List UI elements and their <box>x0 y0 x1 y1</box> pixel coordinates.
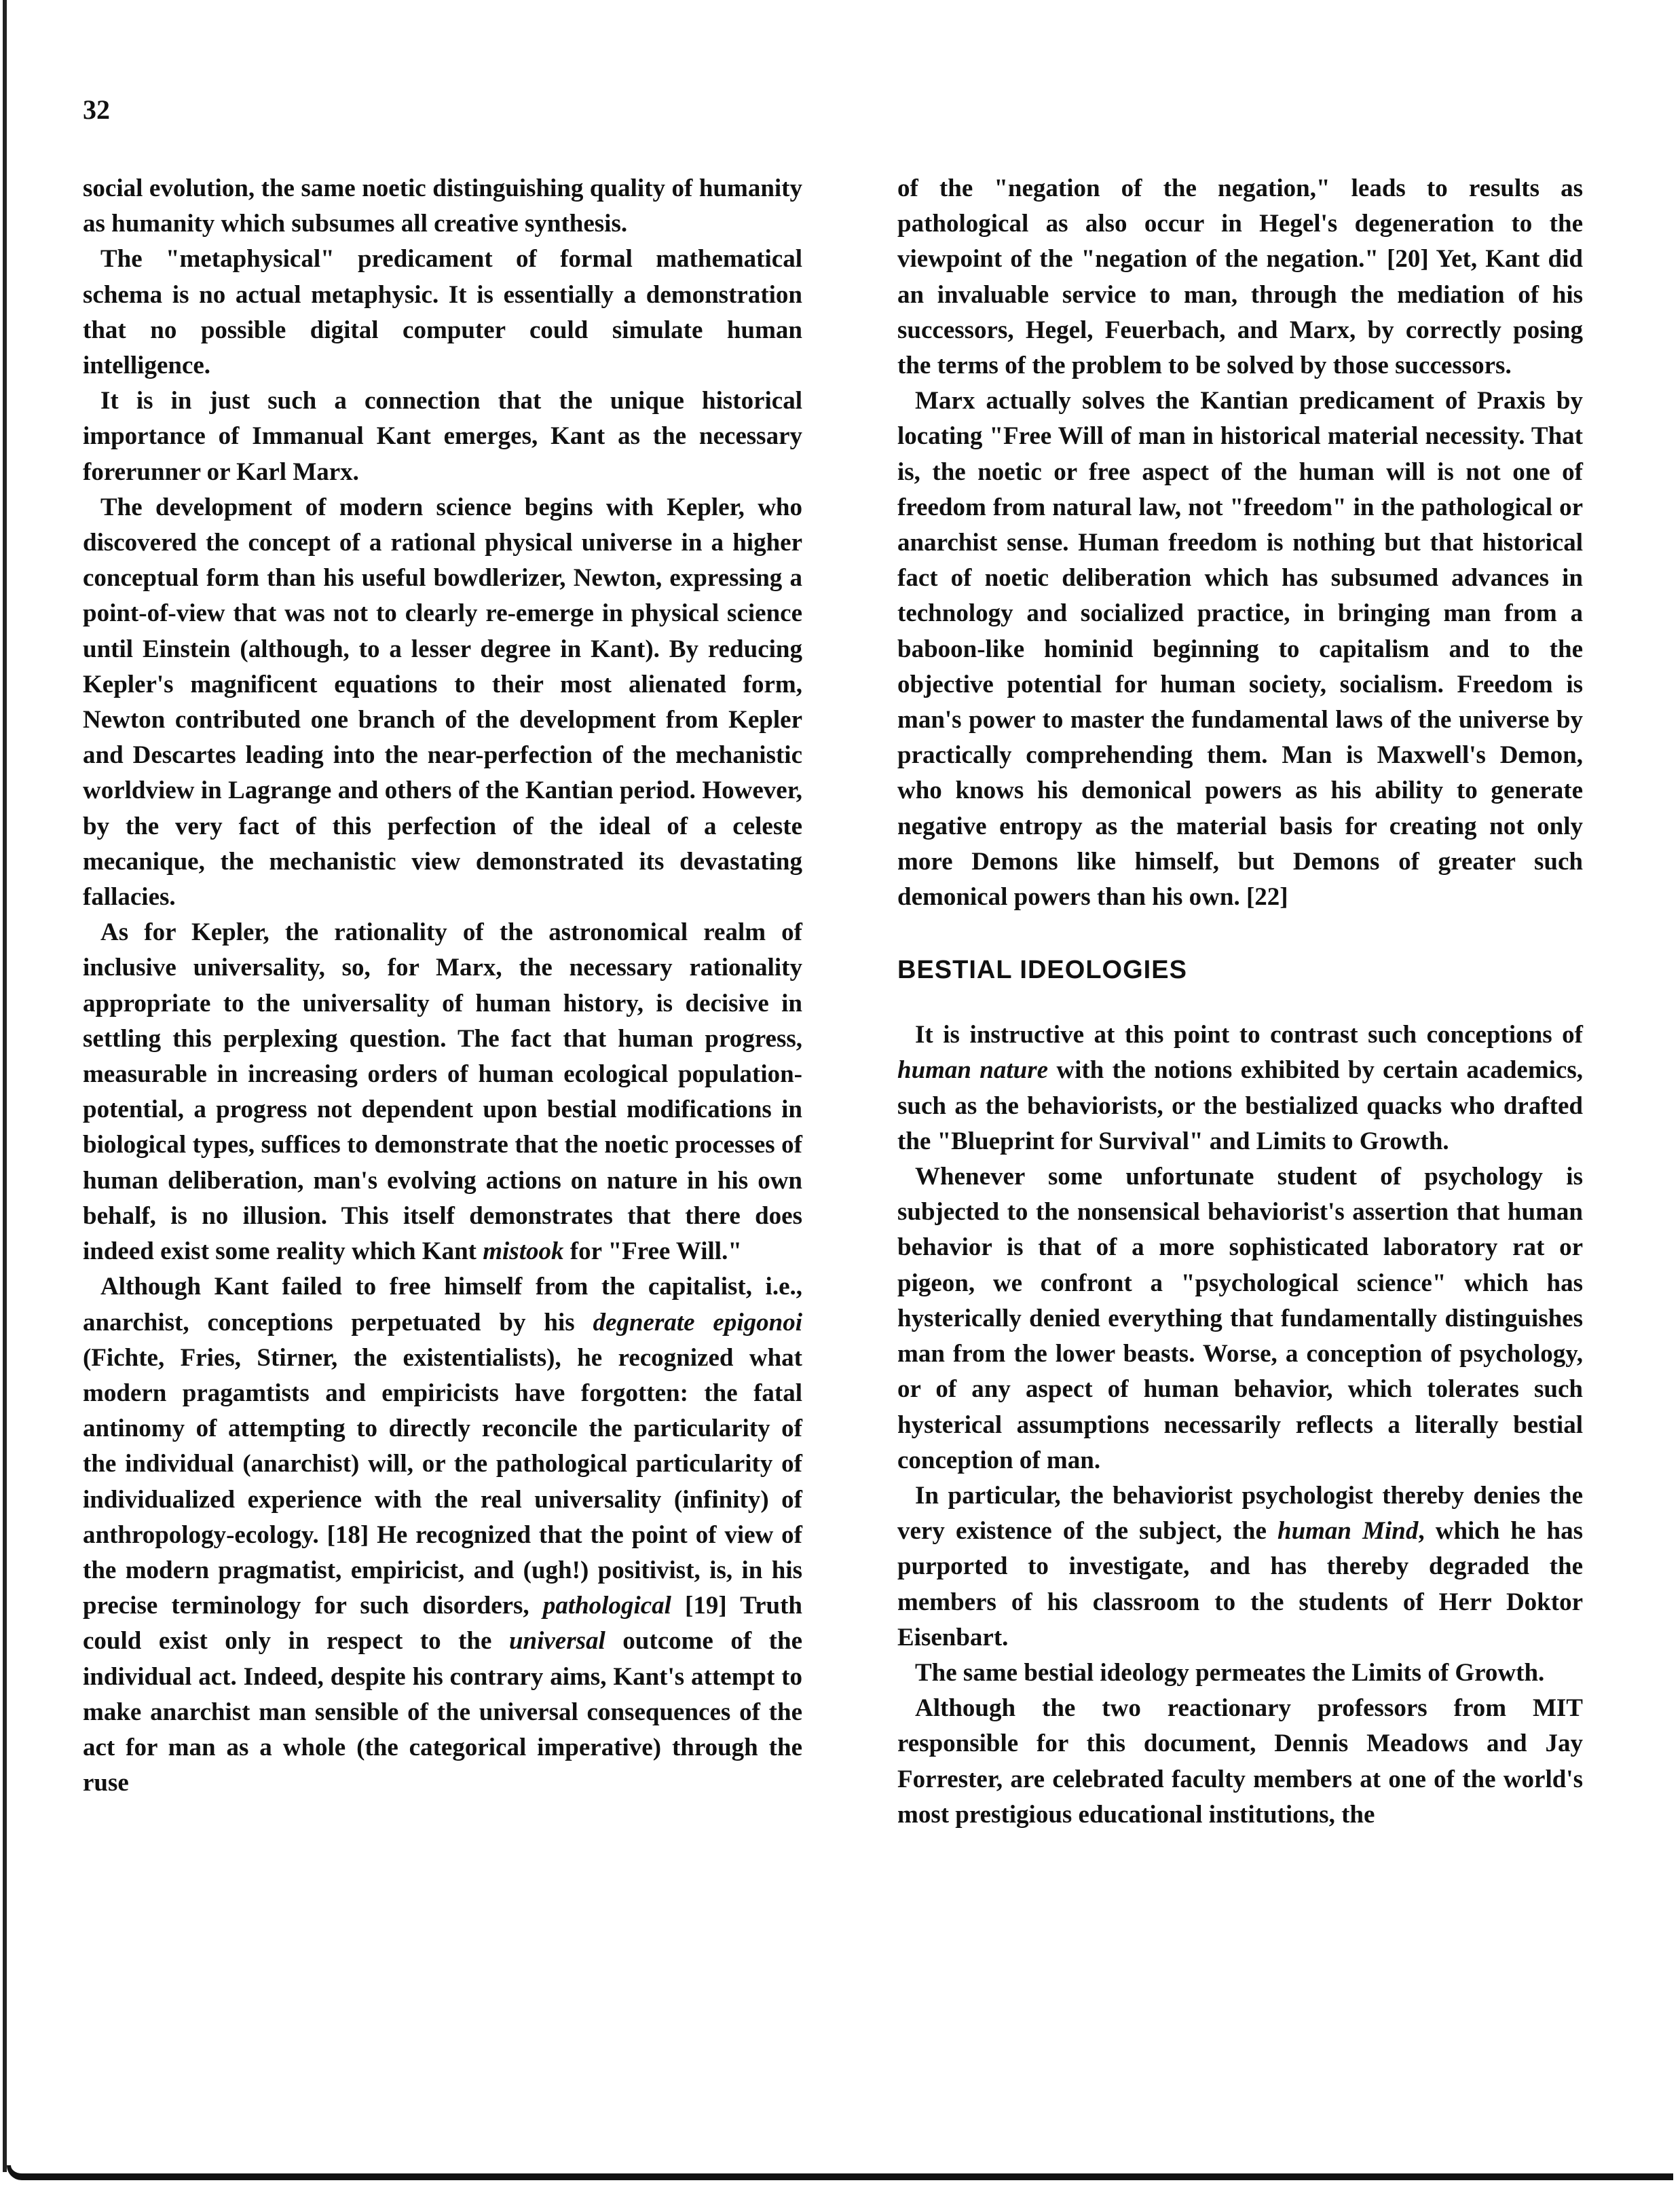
emphasis: human Mind <box>1277 1517 1419 1546</box>
paragraph: Marx actually solves the Kantian predicament of Praxis by locating "Free Will of man in historical material necessity. That is, the noetic or free aspect of the human will is not one of freedom from natural law, not "freedom" in the pathological or anarchist sense. Human freedom is nothing but that historical fact of noetic deliberation which has subsumed advances in technology and socialized practice, in bringing man from a baboon-like hominid beginning to capitalism and to the objective potential for human society, socialism. Freedom is man's power to master the fundamental laws of the universe by practically comprehending them. Man is Maxwell's Demon, who knows his demonical powers as his ability to generate negative entropy as the material basis for creating not only more Demons like himself, but Demons of greater such demonical powers than his own. [22] <box>897 387 1583 912</box>
paragraph: The development of modern science begins with Kepler, who discovered the concept of a rational physical universe in a higher conceptual form than his useful bowdlerizer, Newton, expressing a point-of-view that was not to clearly re-emerge in physical science until Einstein (although, to a lesser degree in Kant). By reducing Kepler's magnificent equations to their most alienated form, Newton contributed one branch of the development from Kepler and Descartes leading into the near-perfection of the mechanistic worldview in Lagrange and others of the Kantian period. However, by the very fact of this perfection of the ideal of a celeste mecanique, the mechanistic view demonstrated its devastating fallacies. <box>83 493 802 912</box>
section-heading: BESTIAL IDEOLOGIES <box>897 956 1187 985</box>
paragraph: In particular, the behaviorist psychologist thereby denies the very existence of the subject, the human Mind, which he has purported to investigate, and has thereby degraded the members of his classroom to the students of Herr Doktor Eisenbart. <box>897 1481 1583 1651</box>
paragraph: The same bestial ideology permeates the Limits of Growth. <box>915 1658 1545 1687</box>
right-column <box>897 171 1583 1833</box>
paragraph: As for Kepler, the rationality of the astronomical realm of inclusive universality, so, for Marx, the necessary rationality appropriate to the universality of human history, is decisive in settling this perplexing question. The fact that human progress, measurable in increasing orders of human ecological population-potential, a progress not dependent upon bestial modifications in biological types, suffices to demonstrate that the noetic processes of human deliberation, man's evolving actions on nature in his own behalf, is no illusion. This itself demonstrates that there does indeed exist some reality which Kant mistook for "Free Will." <box>83 918 802 1266</box>
paragraph: social evolution, the same noetic distinguishing quality of humanity as humanity which subsumes all creative synthesis. <box>83 174 802 238</box>
paragraph: It is in just such a connection that the unique historical importance of Immanual Kant emerges, Kant as the necessary forerunner or Karl Marx. <box>83 387 802 486</box>
emphasis: degnerate epigonoi <box>593 1308 802 1336</box>
paragraph: It is instructive at this point to contrast such conceptions of human nature with the notions exhibited by certain academics, such as the behaviorists, or the bestialized quacks who drafted the "Blueprint for Survival" and Limits to Growth. <box>897 1021 1583 1155</box>
paragraph: The "metaphysical" predicament of formal mathematical schema is no actual metaphysic. It is essentially a demonstration that no possible digital computer could simulate human intelligence. <box>83 245 802 380</box>
paragraph: Although Kant failed to free himself from the capitalist, i.e., anarchist, conceptions perpetuated by his degnerate epigonoi (Fichte, Fries, Stirner, the existentialists), he recognized what modern pragamtists and empiricists have forgotten: the fatal antinomy of attempting to directly reconcile the particularity of the individual (anarchist) will, or the pathological particularity of individualized experience with the real universality (infinity) of anthropology-ecology. [18] He recognized that the point of view of the modern pragmatist, empiricist, and (ugh!) positivist, is, in his precise terminology for such disorders, pathological [19] Truth could exist only in respect to the universal outcome of the individual act. Indeed, despite his contrary aims, Kant's attempt to make anarchist man sensible of the universal consequences of the act for man as a whole (the categorical imperative) through the ruse <box>83 1273 802 1797</box>
emphasis: mistook <box>483 1237 564 1266</box>
left-column <box>83 171 802 1801</box>
page-number: 32 <box>83 94 110 125</box>
paragraph: Whenever some unfortunate student of psychology is subjected to the nonsensical behaviorist's assertion that human behavior is that of a more sophisticated laboratory rat or pigeon, we confront a "psychological science" which has hysterically denied everything that fundamentally distinguishes man from the lower beasts. Worse, a conception of psychology, or of any aspect of human behavior, which tolerates such hysterical assumptions necessarily reflects a literally bestial conception of man. <box>897 1163 1583 1474</box>
page-left-edge <box>3 0 7 2172</box>
paragraph: of the "negation of the negation," leads to results as pathological as also occur in Hegel's degeneration to the viewpoint of the "negation of the negation." [20] Yet, Kant did an invaluable service to man, through the mediation of his successors, Hegel, Feuerbach, and Marx, by correctly posing the terms of the problem to be solved by those successors. <box>897 174 1583 380</box>
page-bottom-edge <box>7 2165 1673 2180</box>
emphasis: human nature <box>897 1056 1049 1085</box>
emphasis: universal <box>508 1627 605 1656</box>
paragraph: Although the two reactionary professors from MIT responsible for this document, Dennis Meadows and Jay Forrester, are celebrated faculty members at one of the world's most prestigious educational institutions, the <box>897 1694 1583 1829</box>
emphasis: pathological <box>542 1592 671 1620</box>
